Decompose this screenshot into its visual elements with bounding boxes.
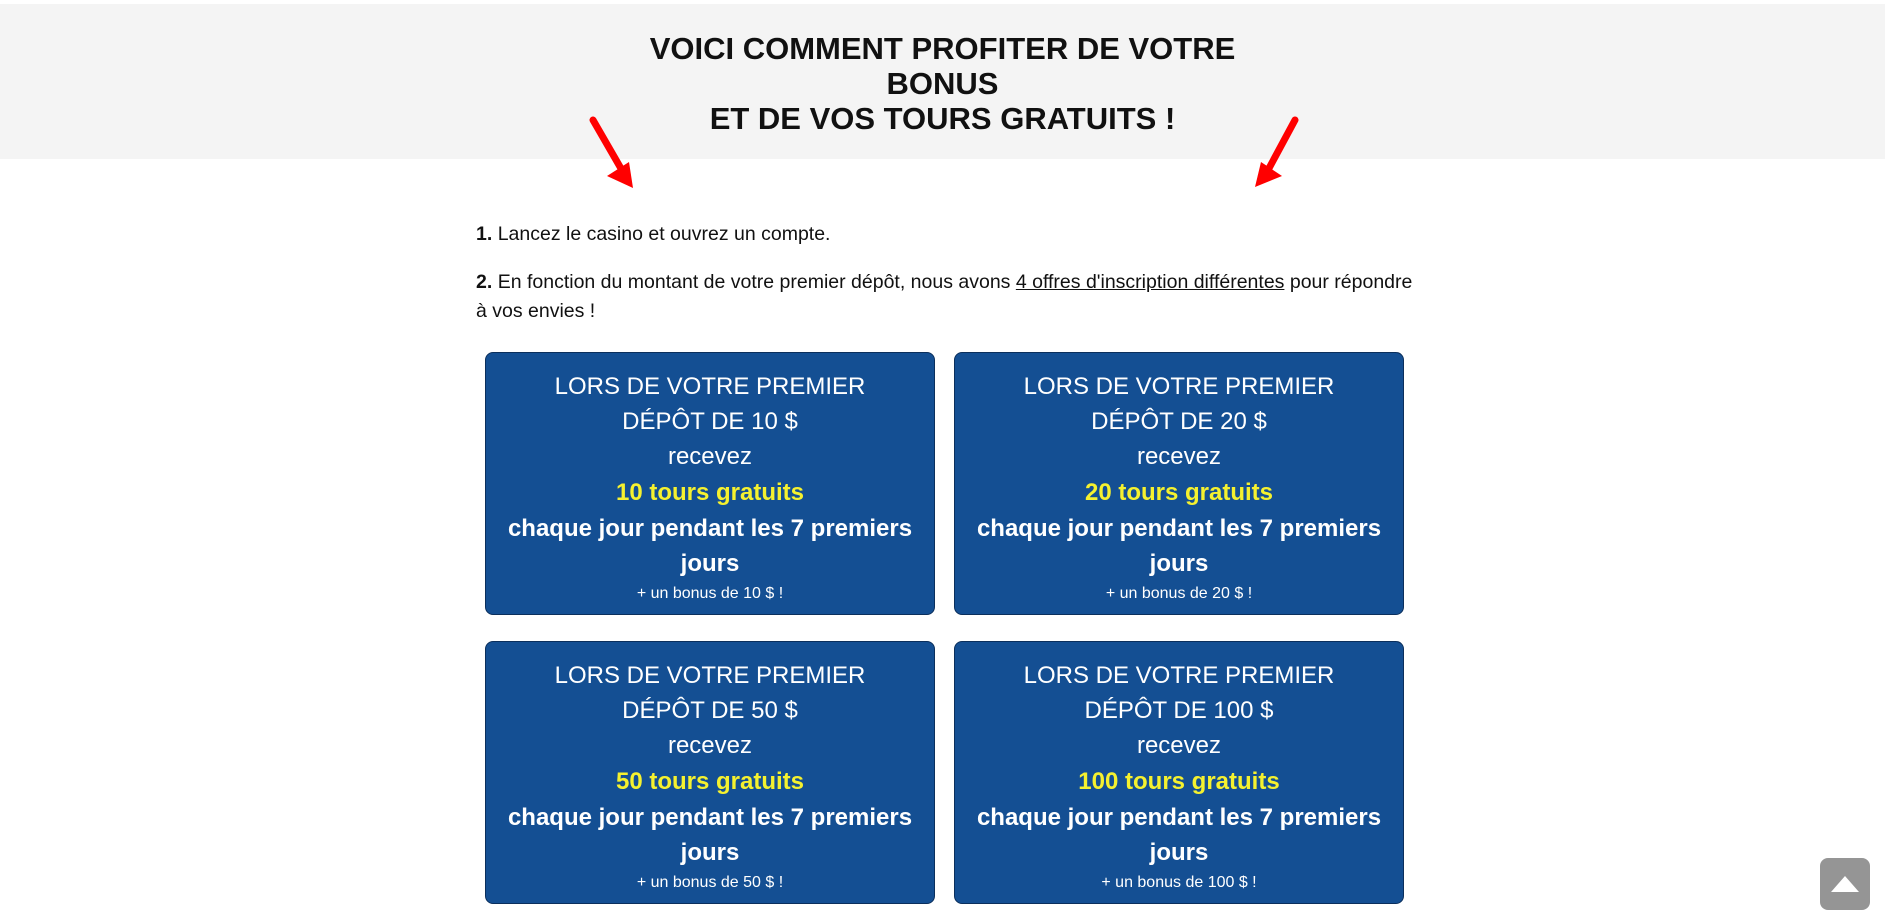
step-text: pour répondre à vos envies ! xyxy=(476,271,1413,322)
page-title xyxy=(0,31,1885,136)
offer-receive: recevez xyxy=(1136,732,1222,759)
offer-heading: LORS DE VOTRE PREMIER xyxy=(554,662,866,689)
step-1 xyxy=(476,220,1416,249)
offer-card xyxy=(954,352,1404,615)
offer-daily: chaque jour pendant les 7 premiers jours xyxy=(976,515,1382,577)
step-2 xyxy=(476,268,1416,326)
offer-card xyxy=(954,641,1404,904)
red-arrow-down-right-icon xyxy=(585,116,640,196)
offer-card xyxy=(485,641,935,904)
offer-bonus: + un bonus de 50 $ ! xyxy=(636,874,784,891)
offer-bonus: + un bonus de 10 $ ! xyxy=(636,585,784,602)
offer-deposit: DÉPÔT DE 50 $ xyxy=(622,697,798,724)
title-line: BONUS xyxy=(886,66,999,101)
offer-free-spins: 100 tours gratuits xyxy=(1078,768,1280,795)
offer-deposit: DÉPÔT DE 20 $ xyxy=(1091,408,1267,435)
offer-daily: chaque jour pendant les 7 premiers jours xyxy=(507,515,913,577)
offer-card xyxy=(485,352,935,615)
offer-receive: recevez xyxy=(667,443,753,470)
offer-heading: LORS DE VOTRE PREMIER xyxy=(554,373,866,400)
offer-deposit: DÉPÔT DE 100 $ xyxy=(1084,697,1274,724)
title-line: ET DE VOS TOURS GRATUITS ! xyxy=(709,101,1176,136)
offers-grid xyxy=(485,352,1404,904)
step-number: 1. xyxy=(476,223,493,245)
offer-bonus: + un bonus de 100 $ ! xyxy=(1101,874,1257,891)
offer-free-spins: 10 tours gratuits xyxy=(615,479,805,506)
offers-link[interactable]: 4 offres d'inscription différentes xyxy=(1015,271,1285,293)
offer-free-spins: 20 tours gratuits xyxy=(1084,479,1274,506)
offer-heading: LORS DE VOTRE PREMIER xyxy=(1023,373,1335,400)
offer-free-spins: 50 tours gratuits xyxy=(615,768,805,795)
offer-receive: recevez xyxy=(1136,443,1222,470)
scroll-to-top-button[interactable] xyxy=(1820,858,1870,910)
title-line: VOICI COMMENT PROFITER DE VOTRE xyxy=(649,31,1236,66)
step-text: Lancez le casino et ouvrez un compte. xyxy=(497,223,831,245)
offer-deposit: DÉPÔT DE 10 $ xyxy=(622,408,798,435)
step-text: En fonction du montant de votre premier dépôt, nous avons xyxy=(497,271,1011,293)
offer-daily: chaque jour pendant les 7 premiers jours xyxy=(507,804,913,866)
offer-heading: LORS DE VOTRE PREMIER xyxy=(1023,662,1335,689)
step-number: 2. xyxy=(476,271,493,293)
offer-receive: recevez xyxy=(667,732,753,759)
red-arrow-down-left-icon xyxy=(1250,116,1305,196)
caret-up-icon xyxy=(1830,875,1860,893)
instructions xyxy=(476,220,1416,345)
hero-banner xyxy=(0,4,1885,159)
offer-daily: chaque jour pendant les 7 premiers jours xyxy=(976,804,1382,866)
offer-bonus: + un bonus de 20 $ ! xyxy=(1105,585,1253,602)
